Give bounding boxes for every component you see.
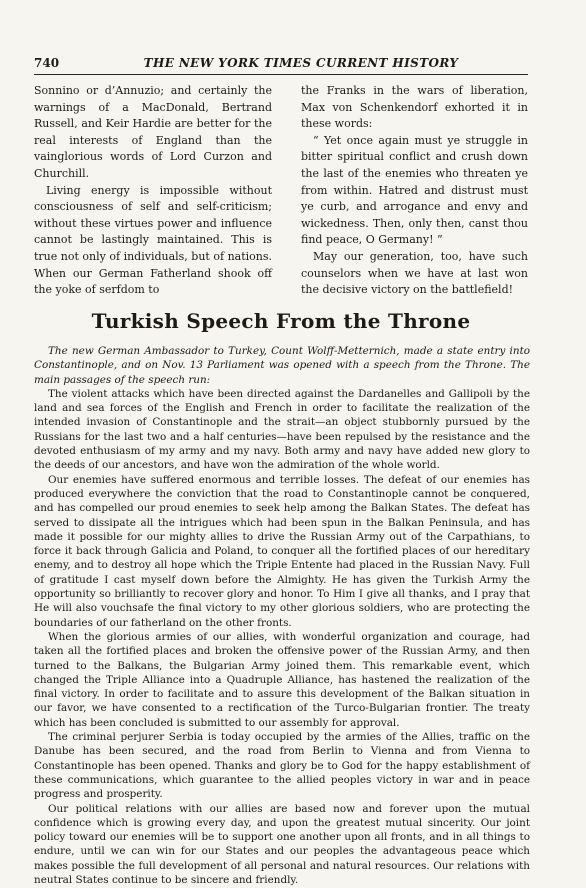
page-number: 740 (34, 56, 60, 70)
article-body (34, 344, 530, 887)
left-paragraph-1: Sonnino or d’Annuzio; and certainly the warnings of a MacDonald, Bertrand Russell, and Keir Hardie are better for the real interests of England than the vainglorious words of Lord Curzon and Churchill. (34, 84, 272, 180)
right-column (301, 83, 528, 299)
article-paragraph-4: The criminal perjurer Serbia is today occupied by the armies of the Allies, traffic on the Danube has been secured, and the road from Berlin to Vienna and from Vienna to Constantinople has been opened. Thanks and glory be to God for the happy establishment of these communications, which guarantee to the allied peoples victory in war and in peace progress and prosperity. (34, 731, 530, 801)
article-paragraph-3: When the glorious armies of our allies, with wonderful organization and courage, had taken all the fortified places and broken the offensive power of the Russian Army, and then turned to the Balkans, the Bulgarian Army joined them. This remarkable event, which changed the Triple Alliance into a Quadruple Alliance, has hastened the realization of the final victory. In order to facilitate and to assure this development of the Balkan situation in our favor, we have consented to a rectification of the Turco-Bulgarian frontier. The treaty which has been concluded is submitted to our assembly for approval. (34, 630, 530, 729)
left-paragraph-2: Living energy is impossible without consciousness of self and self-criticism; without these virtues power and influence cannot be lastingly maintained. This is true not only of individuals, but of nations. When our German Fatherland shook off the yoke of serfdom to (34, 183, 272, 297)
right-paragraph-1: the Franks in the wars of liberation, Max von Schenkendorf exhorted it in these words: (301, 84, 528, 131)
article-paragraph-2: Our enemies have suffered enormous and terrible losses. The defeat of our enemies has produced everywhere the conviction that the road to Constantinople cannot be conquered, and has compelled our proud enemies to seek help among the Balkan States. The defeat has served to dissipate all the intrigues which had been spun in the Balkan Peninsula, and has made it possible for our mighty allies to drive the Russian Army out of the Carpathians, to force it back through Galicia and Poland, to conquer all the fortified places of our hereditary enemy, and to destroy all hope which the Triple Entente had placed in the Russian Navy. Full of gratitude I cast myself down before the Almighty. He has given the Turkish Army the opportunity so brilliantly to recover glory and honor. To Him I give all thanks, and I pray that He will also vouchsafe the final victory to my other glorious soldiers, who are protecting the boundaries of our fatherland on the other fronts. (34, 473, 530, 629)
running-title: THE NEW YORK TIMES CURRENT HISTORY (143, 56, 459, 70)
left-column (34, 83, 272, 299)
poem-quote: “ Yet once again must ye struggle in bitter spiritual conflict and crush down the last of the enemies who threaten ye from within. Hatred and distrust must ye curb, and arrogance and envy and wickedness. Then, only then, canst thou find peace, O Germany! ” (301, 133, 528, 247)
article-title: Turkish Speech From the Throne (91, 309, 471, 333)
right-paragraph-3: May our generation, too, have such counselors when we have at last won the decisive victory on the battlefield! (301, 249, 528, 297)
article-intro: The new German Ambassador to Turkey, Count Wolff-Metternich, made a state entry into Constantinople, and on Nov. 13 Parliament was opened with a speech from the Throne. The main passages of the speech run: (34, 345, 530, 386)
page-header (34, 56, 528, 75)
article-paragraph-1: The violent attacks which have been directed against the Dardanelles and Gallipoli by the land and sea forces of the English and French in order to facilitate the realization of the intended invasion of Constantinople and the strait—an object stubbornly pursued by the Russians for the last two and a half centuries—have been repulsed by the resistance and the devoted enthusiasm of my army and my navy. Both army and navy have added new glory to the deeds of our ancestors, and have won the admiration of the whole world. (34, 387, 530, 472)
article-paragraph-5: Our political relations with our allies are based now and forever upon the mutual confidence which is growing every day, and upon the greatest mutual sincerity. Our joint policy toward our enemies will be to support one another upon all fronts, and in all things to endure, until we can win for our States and our peoples the advantageous peace which makes possible the full development of all personal and natural resources. Our relations with neutral States continue to be sincere and friendly. (34, 802, 530, 886)
